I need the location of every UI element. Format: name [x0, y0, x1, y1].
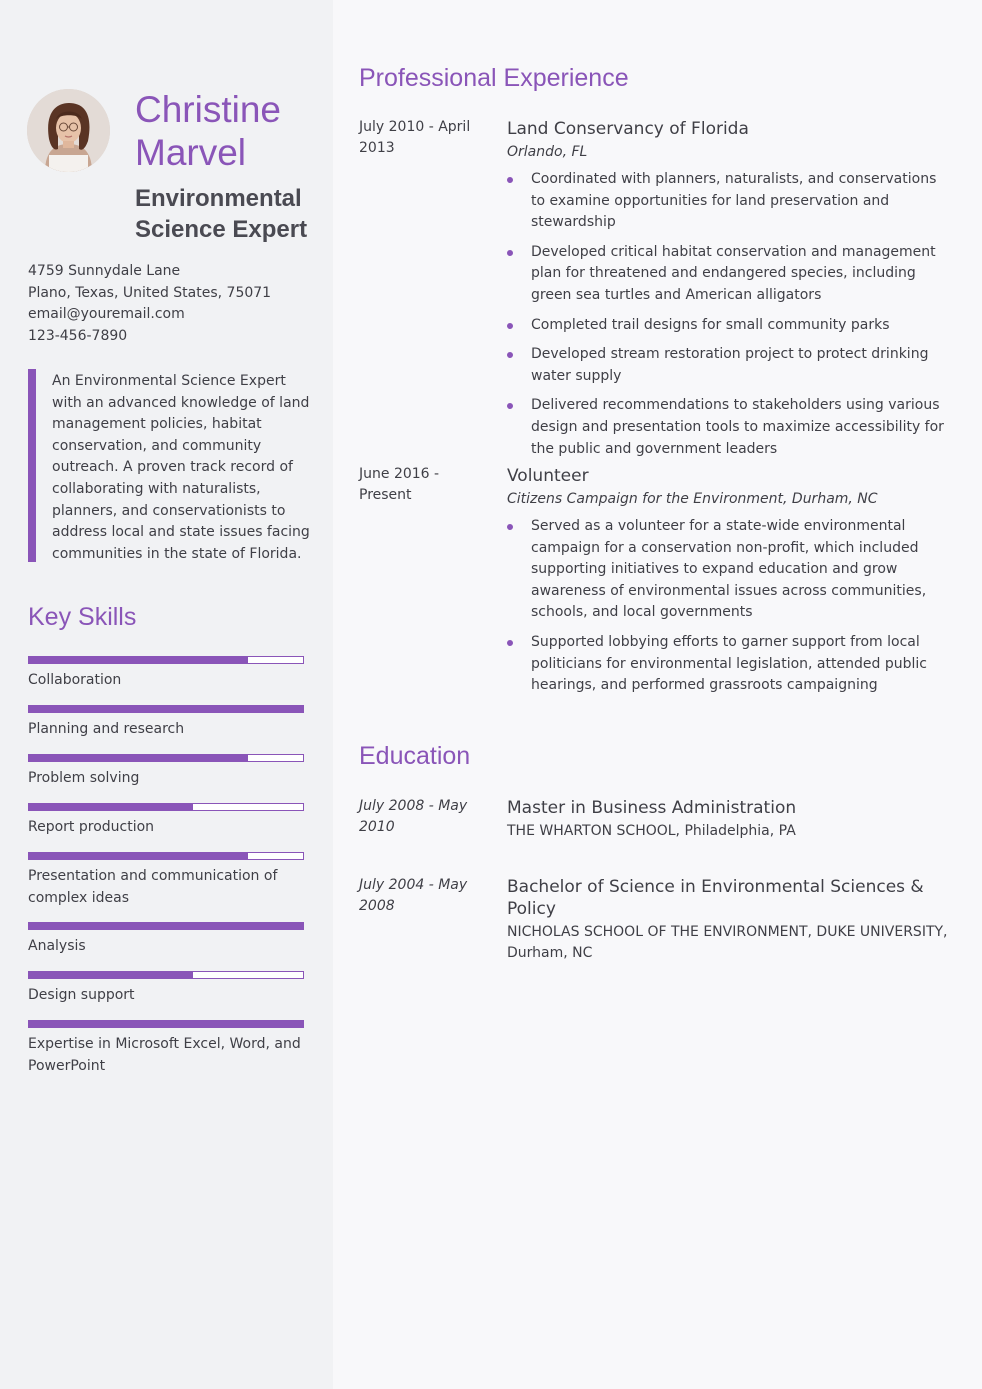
skill-item	[28, 1020, 304, 1077]
address-line2: Plano, Texas, United States, 75071	[28, 284, 272, 301]
job-title-line2: Science Expert	[135, 216, 308, 243]
skill-label: Design support	[28, 987, 135, 1003]
skill-label: Expertise in Microsoft Excel, Word, and PowerPoint	[28, 1036, 301, 1074]
bullet-text: Supported lobbying efforts to garner support from local politicians for environmental legislation, attended public hearings, and performed grassroots campaigning	[531, 633, 927, 694]
candidate-name	[135, 88, 325, 174]
entry-role: Volunteer	[507, 466, 589, 486]
entry-date: June 2016 - Present	[359, 466, 440, 503]
skill-bar-fill	[29, 1021, 303, 1027]
skill-item	[28, 754, 304, 789]
entry-organization: Citizens Campaign for the Environment, Durham, NC	[507, 491, 878, 507]
skill-bar	[28, 754, 304, 762]
entry-body	[507, 464, 952, 705]
skill-item	[28, 852, 304, 909]
skill-bar	[28, 803, 304, 811]
phone[interactable]: 123-456-7890	[28, 327, 128, 344]
skill-label: Collaboration	[28, 672, 122, 688]
bullet-text: Developed critical habitat conservation and management plan for threatened and endangered species, including green sea turtles and American alligators	[531, 243, 936, 303]
profile-photo	[27, 89, 110, 172]
skill-item	[28, 971, 304, 1006]
entry-body	[507, 875, 952, 964]
profile-summary: An Environmental Science Expert with an advanced knowledge of land management policies, habitat conservation, and community outreach. A proven track record of collaborating with naturalists, planners, and conservationists to address local and state issues facing communities in the state of Florida.	[28, 369, 310, 562]
bullet-dot-icon	[507, 177, 513, 183]
skill-bar	[28, 852, 304, 860]
skill-label: Report production	[28, 819, 155, 835]
bullet-dot-icon	[507, 403, 513, 409]
skill-label: Problem solving	[28, 770, 140, 786]
skill-label: Presentation and communication of complex ideas	[28, 868, 278, 906]
entry-date: July 2010 - April 2013	[359, 119, 471, 156]
entry-body	[507, 796, 952, 842]
skill-item	[28, 922, 304, 957]
last-name: Marvel	[135, 132, 247, 173]
skill-bar	[28, 705, 304, 713]
job-title-line1: Environmental	[135, 185, 302, 212]
entry-bullets	[507, 516, 952, 697]
skill-bar-fill	[29, 923, 303, 929]
bullet-item	[507, 516, 952, 624]
contact-info	[28, 261, 318, 347]
bullet-text: Completed trail designs for small community parks	[531, 316, 890, 333]
person-photo-icon	[27, 89, 110, 172]
bullet-text: Served as a volunteer for a state-wide environmental campaign for a conservation non-profit, which included supporting initiatives to expand education and grow awareness of environmental issues across communities, schools, and local governments	[531, 518, 927, 621]
skill-label: Planning and research	[28, 721, 185, 737]
experience-title: Professional Experience	[359, 64, 629, 92]
entry-degree: Master in Business Administration	[507, 798, 797, 818]
entry-role: Land Conservancy of Florida	[507, 119, 749, 139]
education-title: Education	[359, 742, 471, 770]
entry-body	[507, 117, 952, 468]
skill-bar	[28, 1020, 304, 1028]
skill-bar-fill	[29, 972, 193, 978]
job-title	[135, 183, 325, 245]
bullet-dot-icon	[507, 524, 513, 530]
skill-item	[28, 705, 304, 740]
skill-bar	[28, 656, 304, 664]
entry-degree: Bachelor of Science in Environmental Sciences & Policy	[507, 877, 924, 919]
bullet-item	[507, 632, 952, 697]
bullet-text: Developed stream restoration project to protect drinking water supply	[531, 346, 929, 384]
entry-location: Orlando, FL	[507, 144, 588, 160]
bullet-item	[507, 344, 952, 387]
skill-item	[28, 656, 304, 691]
skills-title: Key Skills	[28, 603, 137, 631]
bullet-dot-icon	[507, 352, 513, 358]
skill-bar-fill	[29, 755, 248, 761]
bullet-item	[507, 395, 952, 460]
bullet-text: Delivered recommendations to stakeholders using various design and presentation tools to maximize accessibility for the public and government leaders	[531, 397, 944, 457]
address-line1: 4759 Sunnydale Lane	[28, 263, 181, 279]
bullet-dot-icon	[507, 323, 513, 329]
entry-date: July 2004 - May 2008	[359, 877, 468, 914]
bullet-item	[507, 315, 952, 337]
skill-bar	[28, 922, 304, 930]
entry-school: NICHOLAS SCHOOL OF THE ENVIRONMENT, DUKE UNIVERSITY, Durham, NC	[507, 924, 948, 961]
skill-bar-fill	[29, 657, 248, 663]
skill-bar-fill	[29, 853, 248, 859]
skill-label: Analysis	[28, 938, 86, 954]
bullet-dot-icon	[507, 640, 513, 646]
bullet-text: Coordinated with planners, naturalists, and conservations to examine opportunities for land preservation and stewardship	[531, 171, 937, 231]
bullet-item	[507, 169, 952, 234]
skill-bar-fill	[29, 804, 193, 810]
skill-bar	[28, 971, 304, 979]
bullet-dot-icon	[507, 250, 513, 256]
entry-school: THE WHARTON SCHOOL, Philadelphia, PA	[507, 823, 796, 839]
sidebar	[0, 0, 333, 1389]
first-name: Christine	[135, 89, 281, 130]
email[interactable]: email@youremail.com	[28, 306, 185, 322]
bullet-item	[507, 242, 952, 307]
entry-bullets	[507, 169, 952, 460]
skill-bar-fill	[29, 706, 303, 712]
entry-date: July 2008 - May 2010	[359, 798, 468, 835]
skill-item	[28, 803, 304, 838]
